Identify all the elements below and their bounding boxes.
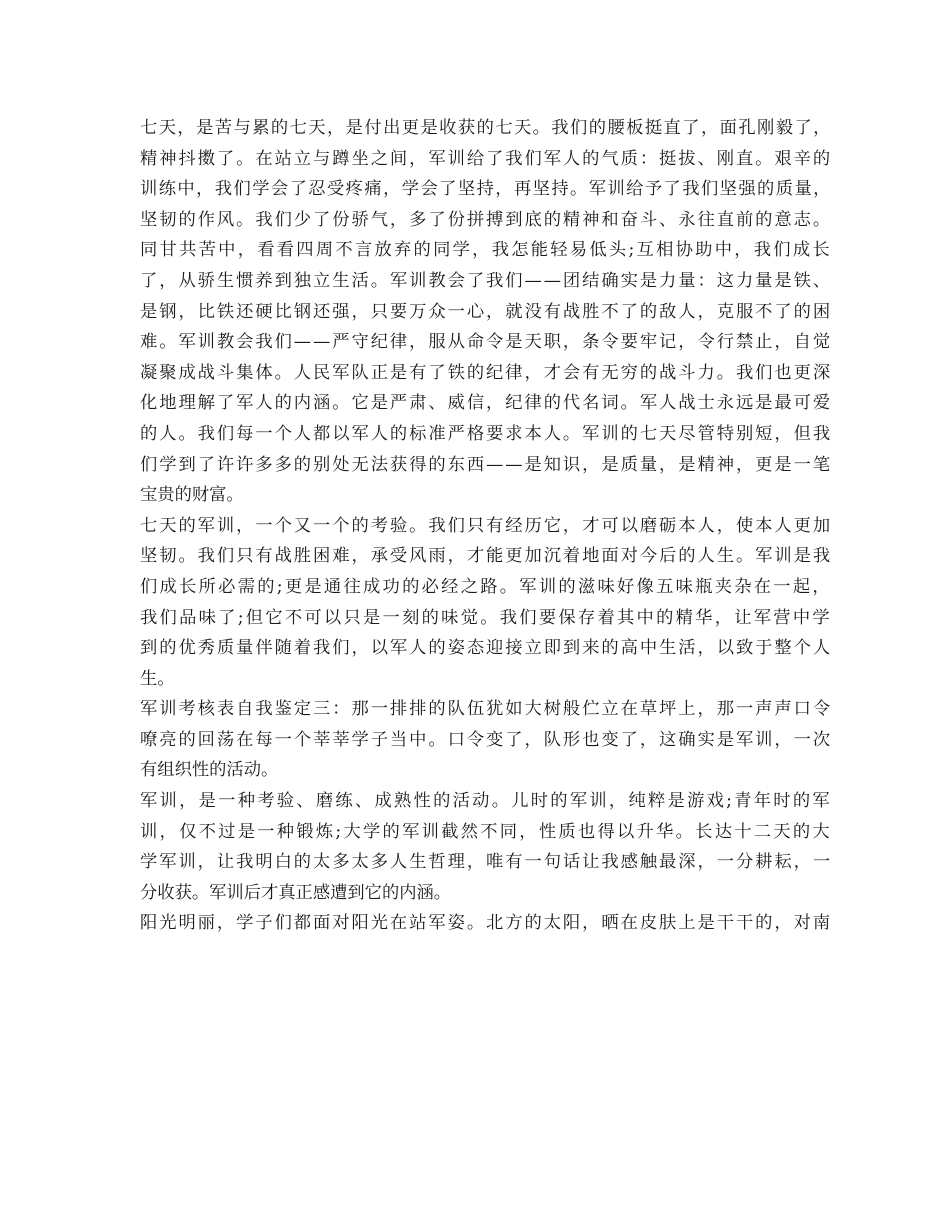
text-line: 们学到了许许多多的别处无法获得的东西——是知识，是质量，是精神，更是一笔 (140, 454, 833, 475)
text-line: 有组织性的活动。 (140, 760, 279, 781)
text-line: 们成长所必需的;更是通往成功的必经之路。军训的滋味好像五味瓶夹杂在一起， (140, 576, 832, 597)
text-line: 同甘共苦中，看看四周不言放弃的同学，我怎能轻易低头;互相协助中，我们成长 (140, 240, 832, 261)
body-text (140, 113, 833, 939)
text-line: 阳光明丽，学子们都面对阳光在站军姿。北方的太阳，晒在皮肤上是干干的，对南 (140, 913, 833, 934)
text-line: 化地理解了军人的内涵。它是严肃、威信，纪律的代名词。军人战士永远是最可爱 (140, 393, 833, 414)
text-line: 我们品味了;但它不可以只是一刻的味觉。我们要保存着其中的精华，让军营中学 (140, 607, 832, 628)
text-line: 训，仅不过是一种锻炼;大学的军训截然不同，性质也得以升华。长达十二天的大 (140, 821, 832, 842)
text-line: 训练中，我们学会了忍受疼痛，学会了坚持，再坚持。军训给予了我们坚强的质量， (140, 179, 832, 200)
text-line: 军训考核表自我鉴定三：那一排排的队伍犹如大树般伫立在草坪上，那一声声口令 (140, 699, 833, 720)
text-line: 学军训，让我明白的太多太多人生哲理，唯有一句话让我感触最深，一分耕耘，一 (140, 852, 833, 873)
text-line: 分收获。军训后才真正感遭到它的内涵。 (140, 882, 452, 903)
text-line: 精神抖擞了。在站立与蹲坐之间，军训给了我们军人的气质：挺拔、刚直。艰辛的 (140, 148, 833, 169)
text-line: 了，从骄生惯养到独立生活。军训教会了我们——团结确实是力量：这力量是铁、 (140, 270, 833, 291)
text-line: 的人。我们每一个人都以军人的标准严格要求本人。军训的七天尽管特别短，但我 (140, 423, 833, 444)
text-line: 坚韧。我们只有战胜困难，承受风雨，才能更加沉着地面对今后的人生。军训是我 (140, 546, 833, 567)
text-line: 七天，是苦与累的七天，是付出更是收获的七天。我们的腰板挺直了，面孔刚毅了， (140, 118, 832, 138)
text-line: 难。军训教会我们——严守纪律，服从命令是天职，条令要牢记，令行禁止，自觉 (140, 332, 833, 353)
text-line: 坚韧的作风。我们少了份骄气，多了份拼搏到底的精神和奋斗、永往直前的意志。 (140, 209, 833, 230)
text-line: 军训，是一种考验、磨练、成熟性的活动。儿时的军训，纯粹是游戏;青年时的军 (140, 791, 832, 812)
text-line: 七天的军训，一个又一个的考验。我们只有经历它，才可以磨砺本人，使本人更加 (140, 515, 833, 536)
text-line: 嘹亮的回荡在每一个莘莘学子当中。口令变了，队形也变了，这确实是军训，一次 (140, 729, 833, 750)
text-line: 到的优秀质量伴随着我们，以军人的姿态迎接立即到来的高中生活，以致于整个人 (140, 638, 833, 659)
text-line: 生。 (140, 668, 175, 689)
text-line: 宝贵的财富。 (140, 485, 244, 506)
text-line: 是钢，比铁还硬比钢还强，只要万众一心，就没有战胜不了的敌人，克服不了的困 (140, 301, 833, 322)
text-line: 凝聚成战斗集体。人民军队正是有了铁的纪律，才会有无穷的战斗力。我们也更深 (140, 362, 833, 383)
